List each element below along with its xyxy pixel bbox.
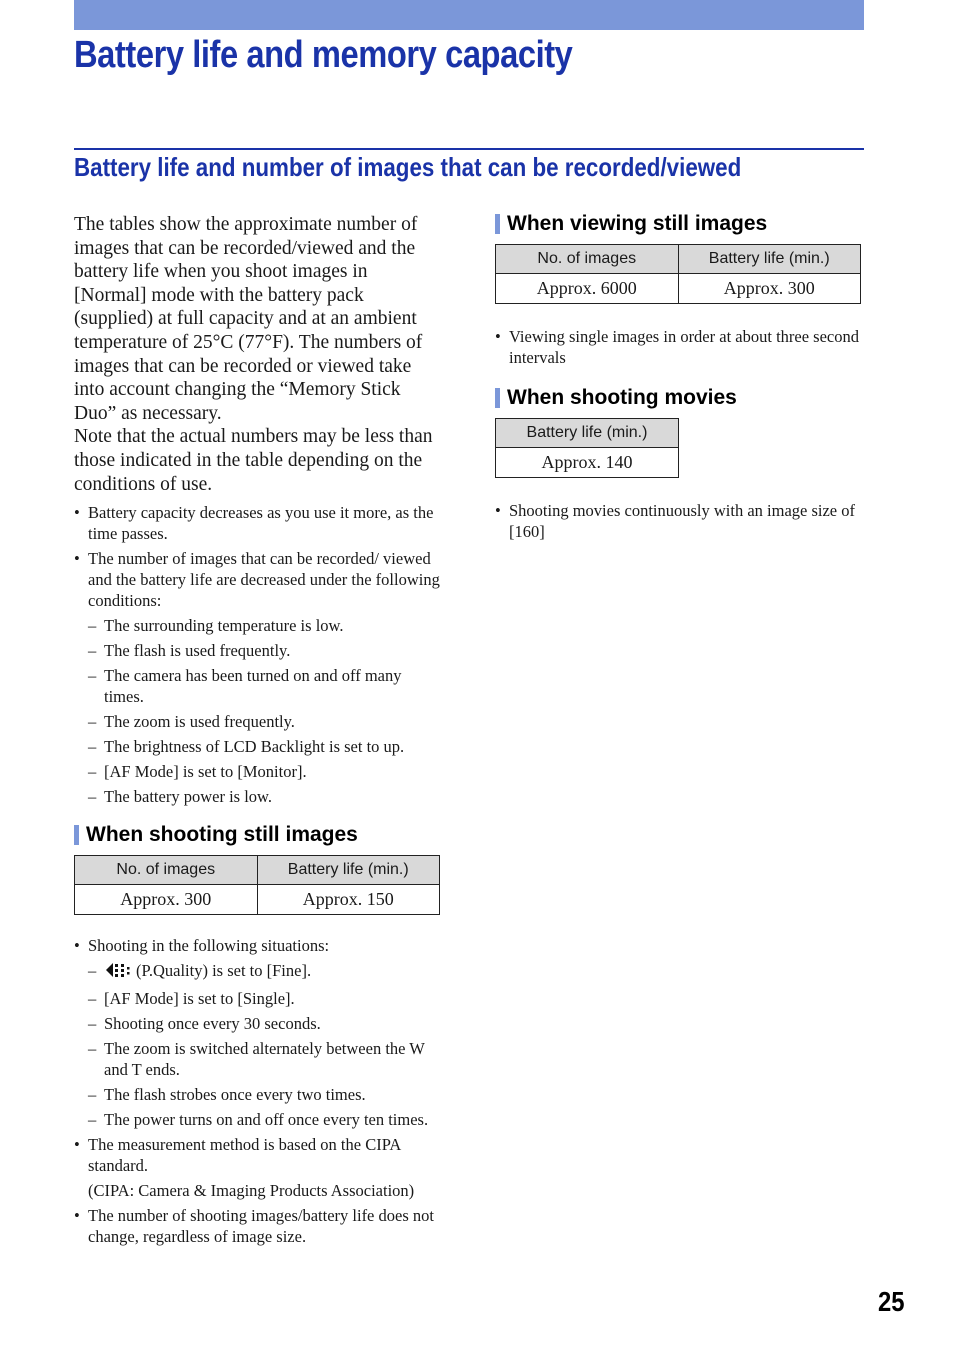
- viewing-heading: [495, 210, 865, 238]
- movies-heading-text: When shooting movies: [507, 386, 737, 409]
- table-cell: Approx. 6000: [496, 274, 679, 304]
- list-item: – The battery power is low.: [74, 786, 440, 807]
- p-quality-text: (P.Quality) is set to [Fine].: [136, 961, 312, 981]
- table-header-row: [496, 245, 861, 274]
- table-header: No. of images: [496, 245, 679, 274]
- list-item: – Shooting once every 30 seconds.: [74, 1013, 440, 1034]
- table-header: Battery life (min.): [257, 856, 440, 885]
- conditions-list: [74, 615, 440, 807]
- bullet-conditions-text: The number of images that can be recorded/ viewed and the battery life are decreased under the following conditions:: [88, 549, 440, 611]
- page-title: Battery life and memory capacity: [74, 34, 573, 76]
- still-table: [74, 855, 440, 915]
- table-header-row: [75, 856, 440, 885]
- movies-heading: [495, 384, 865, 412]
- table-header: No. of images: [75, 856, 258, 885]
- still-heading-text: When shooting still images: [86, 823, 358, 847]
- still-heading: [74, 821, 440, 849]
- list-item: – The flash strobes once every two times.: [74, 1084, 440, 1105]
- list-item: – The flash is used frequently.: [74, 640, 440, 661]
- intro-bullets: [74, 502, 440, 611]
- still-notes: [74, 935, 440, 956]
- heading-marker: [74, 825, 79, 845]
- right-column: [495, 210, 865, 542]
- table-cell: Approx. 150: [257, 885, 440, 915]
- intro-note: Note that the actual numbers may be less than those indicated in the table depending on the conditions of use.: [74, 426, 433, 495]
- heading-marker: [495, 214, 500, 234]
- still-notes-2: [74, 1134, 440, 1176]
- cipa-note: (CIPA: Camera & Imaging Products Association): [88, 1181, 415, 1201]
- header-color-bar: [74, 0, 864, 30]
- bullet-battery-capacity: • Battery capacity decreases as you use it more, as the time passes.: [74, 502, 440, 544]
- viewing-table: [495, 244, 861, 304]
- list-item: – The zoom is switched alternately between the W and T ends.: [74, 1038, 440, 1080]
- viewing-notes: [495, 326, 865, 368]
- movies-table: [495, 418, 679, 478]
- table-header-row: [496, 419, 679, 448]
- table-row: [75, 885, 440, 915]
- table-cell: Approx. 140: [496, 448, 679, 478]
- p-quality-icon: [104, 961, 132, 984]
- list-item: – The camera has been turned on and off many times.: [74, 665, 440, 707]
- left-column: [74, 213, 440, 1247]
- movies-section: [495, 384, 865, 542]
- still-section: [74, 821, 440, 915]
- bullet-conditions: [74, 548, 440, 611]
- viewing-heading-text: When viewing still images: [507, 212, 768, 235]
- heading-marker: [495, 388, 500, 408]
- list-item: – The surrounding temperature is low.: [74, 615, 440, 636]
- table-header: Battery life (min.): [678, 245, 861, 274]
- section-rule: [74, 148, 864, 150]
- table-row: [496, 448, 679, 478]
- list-item: [74, 960, 440, 984]
- list-item: – The zoom is used frequently.: [74, 711, 440, 732]
- list-item: • Shooting movies continuously with an image size of [160]: [495, 500, 865, 542]
- section-title: Battery life and number of images that can be recorded/viewed: [74, 152, 742, 182]
- list-item: • Shooting in the following situations:: [74, 935, 440, 956]
- still-situations: [74, 960, 440, 1130]
- table-header: Battery life (min.): [496, 419, 679, 448]
- table-cell: Approx. 300: [75, 885, 258, 915]
- list-item: • Viewing single images in order at about three second intervals: [495, 326, 865, 368]
- table-cell: Approx. 300: [678, 274, 861, 304]
- table-row: [496, 274, 861, 304]
- intro-paragraph: The tables show the approximate number of images that can be recorded/viewed and the battery life when you shoot images in [Normal] mode with the battery pack (supplied) at full capacity and at an ambient temperature of 25°C (77°F). The numbers of images that can be recorded or viewed take into account changing the “Memory Stick Duo” as necessary.: [74, 214, 423, 424]
- list-item: – [AF Mode] is set to [Monitor].: [74, 761, 440, 782]
- list-item: – The power turns on and off once every ten times.: [74, 1109, 440, 1130]
- list-item: • The number of shooting images/battery life does not change, regardless of image size.: [74, 1205, 440, 1247]
- viewing-section: [495, 210, 865, 368]
- movies-notes: [495, 500, 865, 542]
- list-item: – [AF Mode] is set to [Single].: [74, 988, 440, 1009]
- page-number: 25: [878, 1286, 905, 1317]
- still-notes-3: [74, 1205, 440, 1247]
- list-item: – The brightness of LCD Backlight is set to up.: [74, 736, 440, 757]
- list-item: • The measurement method is based on the CIPA standard.: [74, 1134, 440, 1176]
